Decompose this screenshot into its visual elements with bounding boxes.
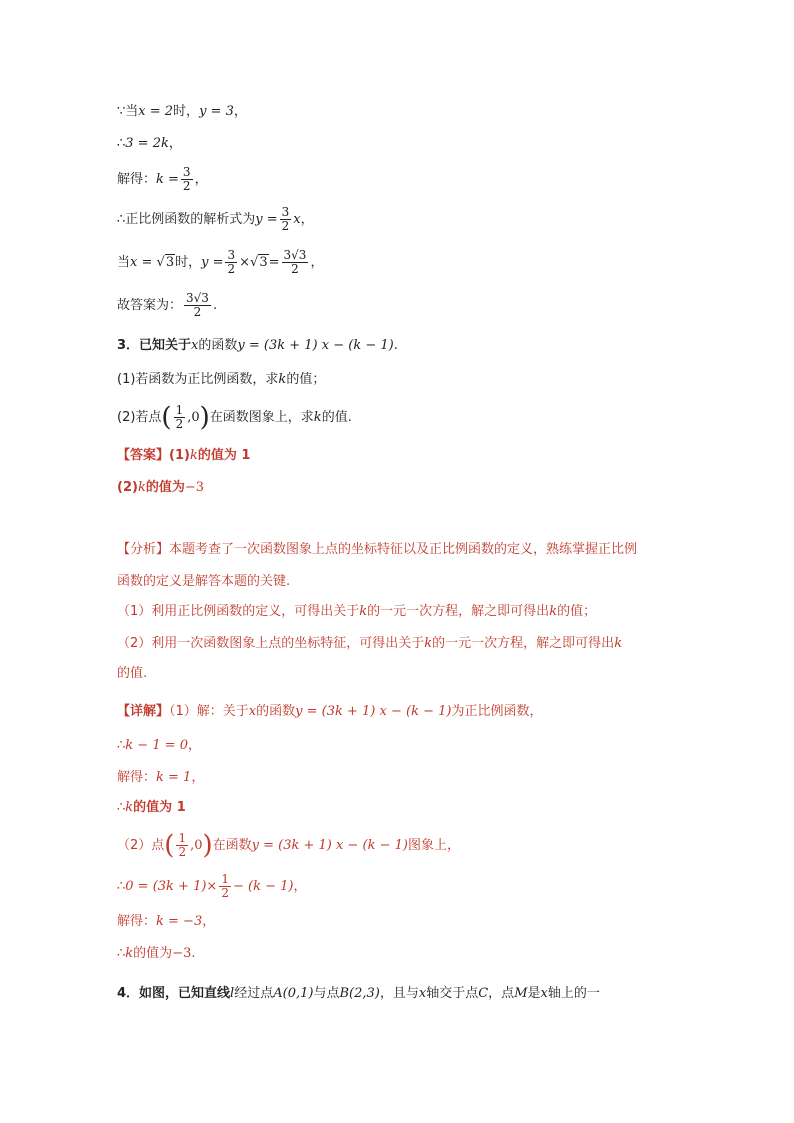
math: x (418, 986, 427, 1001)
fraction: $\frac{3√3}{2}$ (186, 291, 209, 319)
text: 是 (527, 986, 541, 1001)
text: 当 (117, 255, 131, 270)
question-3 (117, 334, 398, 358)
analysis-line-2 (117, 570, 290, 594)
text: ， (310, 255, 324, 270)
text: ∴ (117, 136, 126, 151)
math: y = (3k + 1) x − (k − 1) (251, 838, 408, 853)
math: B(2,3) (339, 986, 380, 1001)
text: 经过点 (234, 986, 274, 1001)
text: ， (300, 212, 314, 227)
detail-line-7 (117, 910, 215, 934)
text: 的值. (117, 666, 148, 681)
text: 在函数图象上，求 (209, 410, 314, 425)
math: = (268, 255, 280, 270)
analysis-line-1 (117, 538, 637, 562)
text: ∴ (117, 738, 126, 753)
text: 的值； (286, 372, 326, 387)
text: ， (191, 770, 205, 785)
text: ， (233, 104, 247, 119)
text: 解得： (117, 914, 157, 929)
text: ∴正比例函数的解析式为 (117, 212, 256, 227)
analysis-line-4 (117, 632, 622, 656)
detail-line-4 (117, 796, 186, 820)
text: ，且与 (379, 986, 419, 1001)
text: 故答案为： (117, 298, 183, 313)
math: y = 3 (199, 104, 234, 119)
math: k (125, 800, 134, 815)
analysis-line-3 (117, 600, 596, 624)
text: 的一元一次方程，解之即可得出 (367, 604, 550, 619)
sqrt: √3 (250, 255, 268, 270)
math: k (137, 480, 146, 495)
text: . (212, 298, 218, 313)
detail-line-1 (117, 700, 542, 724)
math: k = 1 (156, 770, 192, 785)
text: 的值为 1 (197, 448, 251, 463)
text: ∴ (117, 946, 126, 961)
detail-line-8 (117, 942, 196, 966)
math: x (191, 338, 199, 353)
math: × (239, 255, 251, 270)
math: C (478, 986, 489, 1001)
math: k = (156, 172, 179, 187)
math: k (424, 636, 433, 651)
question-3-part-2: (2)若点( $\frac{1}{2}$ ,0)在函数图象上，求k的值. (117, 402, 352, 433)
text: （1）解：关于 (169, 704, 249, 719)
math: k − 1 = 0 (125, 738, 189, 753)
detail-line-5: （2）点( $\frac{1}{2}$ ,0)在函数y = (3k + 1) x − (k − 1)图象上， (117, 830, 460, 861)
text: 【答案】(1) (117, 448, 190, 463)
math: −3 (184, 480, 205, 495)
line-when-x-2 (117, 100, 247, 124)
math: y = (3k + 1) x − (k − 1) (237, 338, 394, 353)
question-3-part-1 (117, 368, 325, 392)
analysis-line-5 (117, 662, 147, 686)
math: k (614, 636, 623, 651)
text: ，点 (488, 986, 515, 1001)
fraction: $\frac{1}{2}$ (178, 831, 187, 859)
text: (2)若点 (117, 410, 162, 425)
text: . (393, 338, 398, 353)
math: −3 (172, 946, 192, 961)
text: 的值； (557, 604, 597, 619)
math: k (359, 604, 368, 619)
math: y = (3k + 1) x − (k − 1) (295, 704, 452, 719)
line-analytic (117, 204, 314, 236)
question-4 (117, 982, 600, 1006)
text: 解得： (117, 172, 157, 187)
math: y = (201, 255, 224, 270)
answer-2 (117, 476, 204, 500)
fraction: $\frac{3√3}{2}$ (283, 248, 307, 276)
detail-line-3 (117, 766, 204, 790)
text: 的值为 (145, 480, 185, 495)
text: 时， (175, 255, 202, 270)
text: ∵当 (117, 104, 139, 119)
text: 的值为 1 (133, 800, 186, 815)
text: ， (202, 914, 216, 929)
text: （1）利用正比例函数的定义，可得出关于 (117, 604, 360, 619)
text: 4．如图，已知直线 (117, 986, 231, 1001)
math: x (540, 986, 548, 1001)
math: k = −3 (156, 914, 203, 929)
text: 在函数 (212, 838, 252, 853)
text: (2) (117, 480, 138, 495)
text: 3．已知关于 (117, 338, 192, 353)
line-answer-value (117, 288, 217, 324)
line-solve-k (117, 164, 208, 196)
fraction: $\frac{1}{2}$ (221, 872, 229, 900)
detail-line-2 (117, 734, 201, 758)
text: （2）点 (117, 838, 165, 853)
math: ,0 (190, 838, 203, 853)
text: ， (188, 738, 202, 753)
text: 轴交于点 (426, 986, 479, 1001)
line-when-x-sqrt3 (117, 246, 323, 280)
math: x (248, 704, 257, 719)
fraction: $\frac{1}{2}$ (175, 403, 184, 431)
text: . (191, 946, 196, 961)
sqrt: √3 (156, 255, 175, 270)
math: l (230, 986, 235, 1001)
math: k (313, 410, 322, 425)
detail-line-6 (117, 870, 306, 904)
text: 的值为 (133, 946, 173, 961)
text: （2）利用一次函数图象上点的坐标特征，可得出关于 (117, 636, 425, 651)
math: x = (130, 255, 157, 270)
math: k (549, 604, 558, 619)
text: 【分析】本题考查了一次函数图象上点的坐标特征以及正比例函数的定义，熟练掌握正比例 (117, 542, 638, 557)
answer-1 (117, 444, 250, 468)
fraction: $\frac{3}{2}$ (182, 165, 191, 193)
text: ， (168, 136, 182, 151)
text: 与点 (313, 986, 340, 1001)
math: k (125, 946, 134, 961)
math: 3 = 2k (125, 136, 169, 151)
text: ∴ (117, 879, 126, 894)
text: 的函数 (256, 704, 296, 719)
text: 图象上， (407, 838, 460, 853)
math: A(0,1) (273, 986, 314, 1001)
math: − (k − 1) (232, 879, 294, 894)
text: 【详解】 (117, 704, 170, 719)
text: 的函数 (198, 338, 238, 353)
text: 函数的定义是解答本题的关键. (117, 574, 291, 589)
math: 0 = (3k + 1)× (125, 879, 218, 894)
math: k (278, 372, 287, 387)
math: ,0 (187, 410, 200, 425)
text: ， (194, 172, 208, 187)
fraction: $\frac{3}{2}$ (281, 205, 290, 233)
text: 轴上的一 (547, 986, 600, 1001)
fraction: $\frac{3}{2}$ (227, 248, 236, 276)
line-3-eq-2k (117, 132, 182, 156)
text: ， (293, 879, 307, 894)
math: x (293, 212, 301, 227)
text: ∴ (117, 800, 126, 815)
text: 为正比例函数， (451, 704, 543, 719)
math: y = (255, 212, 278, 227)
math: M (514, 986, 528, 1001)
text: 时， (173, 104, 200, 119)
text: 的一元一次方程，解之即可得出 (432, 636, 615, 651)
math: x = 2 (138, 104, 174, 119)
math: k (189, 448, 198, 463)
text: 解得： (117, 770, 157, 785)
text: 的值. (321, 410, 352, 425)
text: (1)若函数为正比例函数，求 (117, 372, 279, 387)
